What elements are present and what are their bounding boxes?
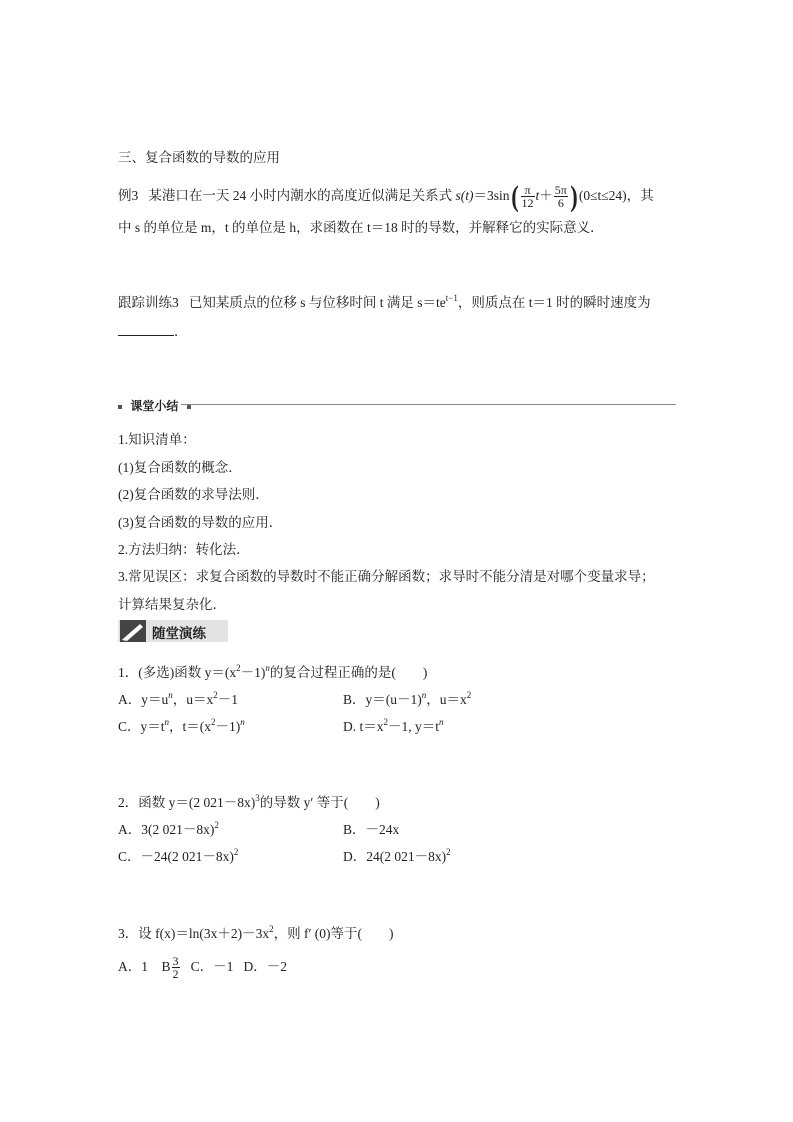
example-3-line1 (118, 174, 654, 218)
practice-end: ． (174, 324, 188, 339)
question-1-stem: 1．(多选)函数 $y=(x^2-1)^n$的复合过程正确的是( ) (118, 663, 428, 680)
formula-domain: (0≤t≤24)，其 (578, 188, 654, 203)
pencil-icon (120, 620, 146, 642)
question-3-options (118, 950, 287, 984)
bullet-square-icon (118, 405, 122, 409)
question-3-stem: 3．设 $f(x)=\ln(3x+2)-3x^2$，则 f′ (0)等于( ) (118, 924, 394, 941)
formula-t: t (535, 188, 540, 203)
question-1-option-a[interactable]: A．$y=u^n$，$u=x^2-1$ (118, 690, 238, 707)
question-1-option-d[interactable]: D. $t=x^2-1$, $y=t^n$ (343, 717, 444, 734)
question-2-option-a[interactable]: A．3(2 021－8x)$^2$ (118, 820, 219, 837)
practice-label: 跟踪训练3 (118, 295, 179, 310)
formula-plus: ＋ (539, 188, 553, 203)
answer-blank (118, 323, 174, 336)
left-paren: ( (510, 179, 519, 213)
question-2-stem: 2．函数 y＝(2 021－8x)$^3$的导数 y′ 等于( ) (118, 793, 380, 810)
fraction-5pi-6: $\frac{5\pi}{6}$ (554, 183, 567, 211)
summary-item: (2)复合函数的求导法则． (118, 487, 269, 502)
right-paren: ) (570, 179, 578, 213)
summary-heading-text: 课堂小结 (130, 399, 179, 413)
formula-s-t: s(t) (455, 188, 474, 203)
fraction-pi-12: $\frac{\pi}{12}$ (521, 183, 534, 211)
section-title: 三、复合函数的导数的应用 (118, 150, 280, 165)
practice-text-a: 已知某质点的位移 s 与位移时间 t 满足 s＝te (188, 295, 446, 310)
question-2-option-c[interactable]: C．－24(2 021－8x)$^2$ (118, 847, 239, 864)
practice-3-line2 (118, 320, 188, 340)
drill-banner (118, 620, 228, 642)
summary-item: 计算结果复杂化． (118, 597, 226, 612)
practice-3-line1 (118, 291, 651, 311)
practice-text-b: ，则质点在 t＝1 时的瞬时速度为 (457, 295, 651, 310)
bullet-square-icon (187, 405, 191, 409)
practice-exponent: t−1 (445, 293, 458, 303)
question-3-option-b[interactable]: B $\frac{3}{2}$ (161, 954, 179, 982)
question-1-option-b[interactable]: B．$y=(u-1)^n$，$u=x^2$ (343, 690, 472, 707)
fraction-3-2: $\frac{3}{2}$ (172, 954, 179, 982)
question-3-option-d[interactable]: D．－2 (243, 959, 288, 974)
drill-banner-text: 随堂演练 (152, 626, 206, 642)
question-1-option-c[interactable]: C．$y=t^n$，$t=(x^2-1)^n$ (118, 717, 245, 734)
question-2-option-b[interactable]: B．－24x (343, 822, 400, 837)
summary-heading (118, 397, 191, 414)
summary-item: 2.方法归纳：转化法． (118, 542, 250, 557)
question-2-option-d[interactable]: D．24(2 021－8x)$^2$ (343, 847, 451, 864)
summary-divider (181, 404, 676, 405)
summary-item: (1)复合函数的概念． (118, 460, 242, 475)
formula-3sin: ＝3sin (473, 188, 510, 203)
summary-item: 1.知识清单： (118, 432, 196, 447)
example-label: 例3 (118, 188, 139, 203)
question-3-option-a[interactable]: A．1 (118, 959, 148, 974)
summary-item: 3.常见误区：求复合函数的导数时不能正确分解函数；求导时不能分清是对哪个变量求导； (118, 569, 655, 584)
example-3-line2: 中 s 的单位是 m，t 的单位是 h，求函数在 t＝18 时的导数，并解释它的实际意义． (118, 220, 604, 235)
summary-item: (3)复合函数的导数的应用． (118, 515, 283, 530)
question-3-option-c[interactable]: C．－1 (190, 959, 234, 974)
example-intro: 某港口在一天 24 小时内潮水的高度近似满足关系式 (148, 188, 456, 203)
